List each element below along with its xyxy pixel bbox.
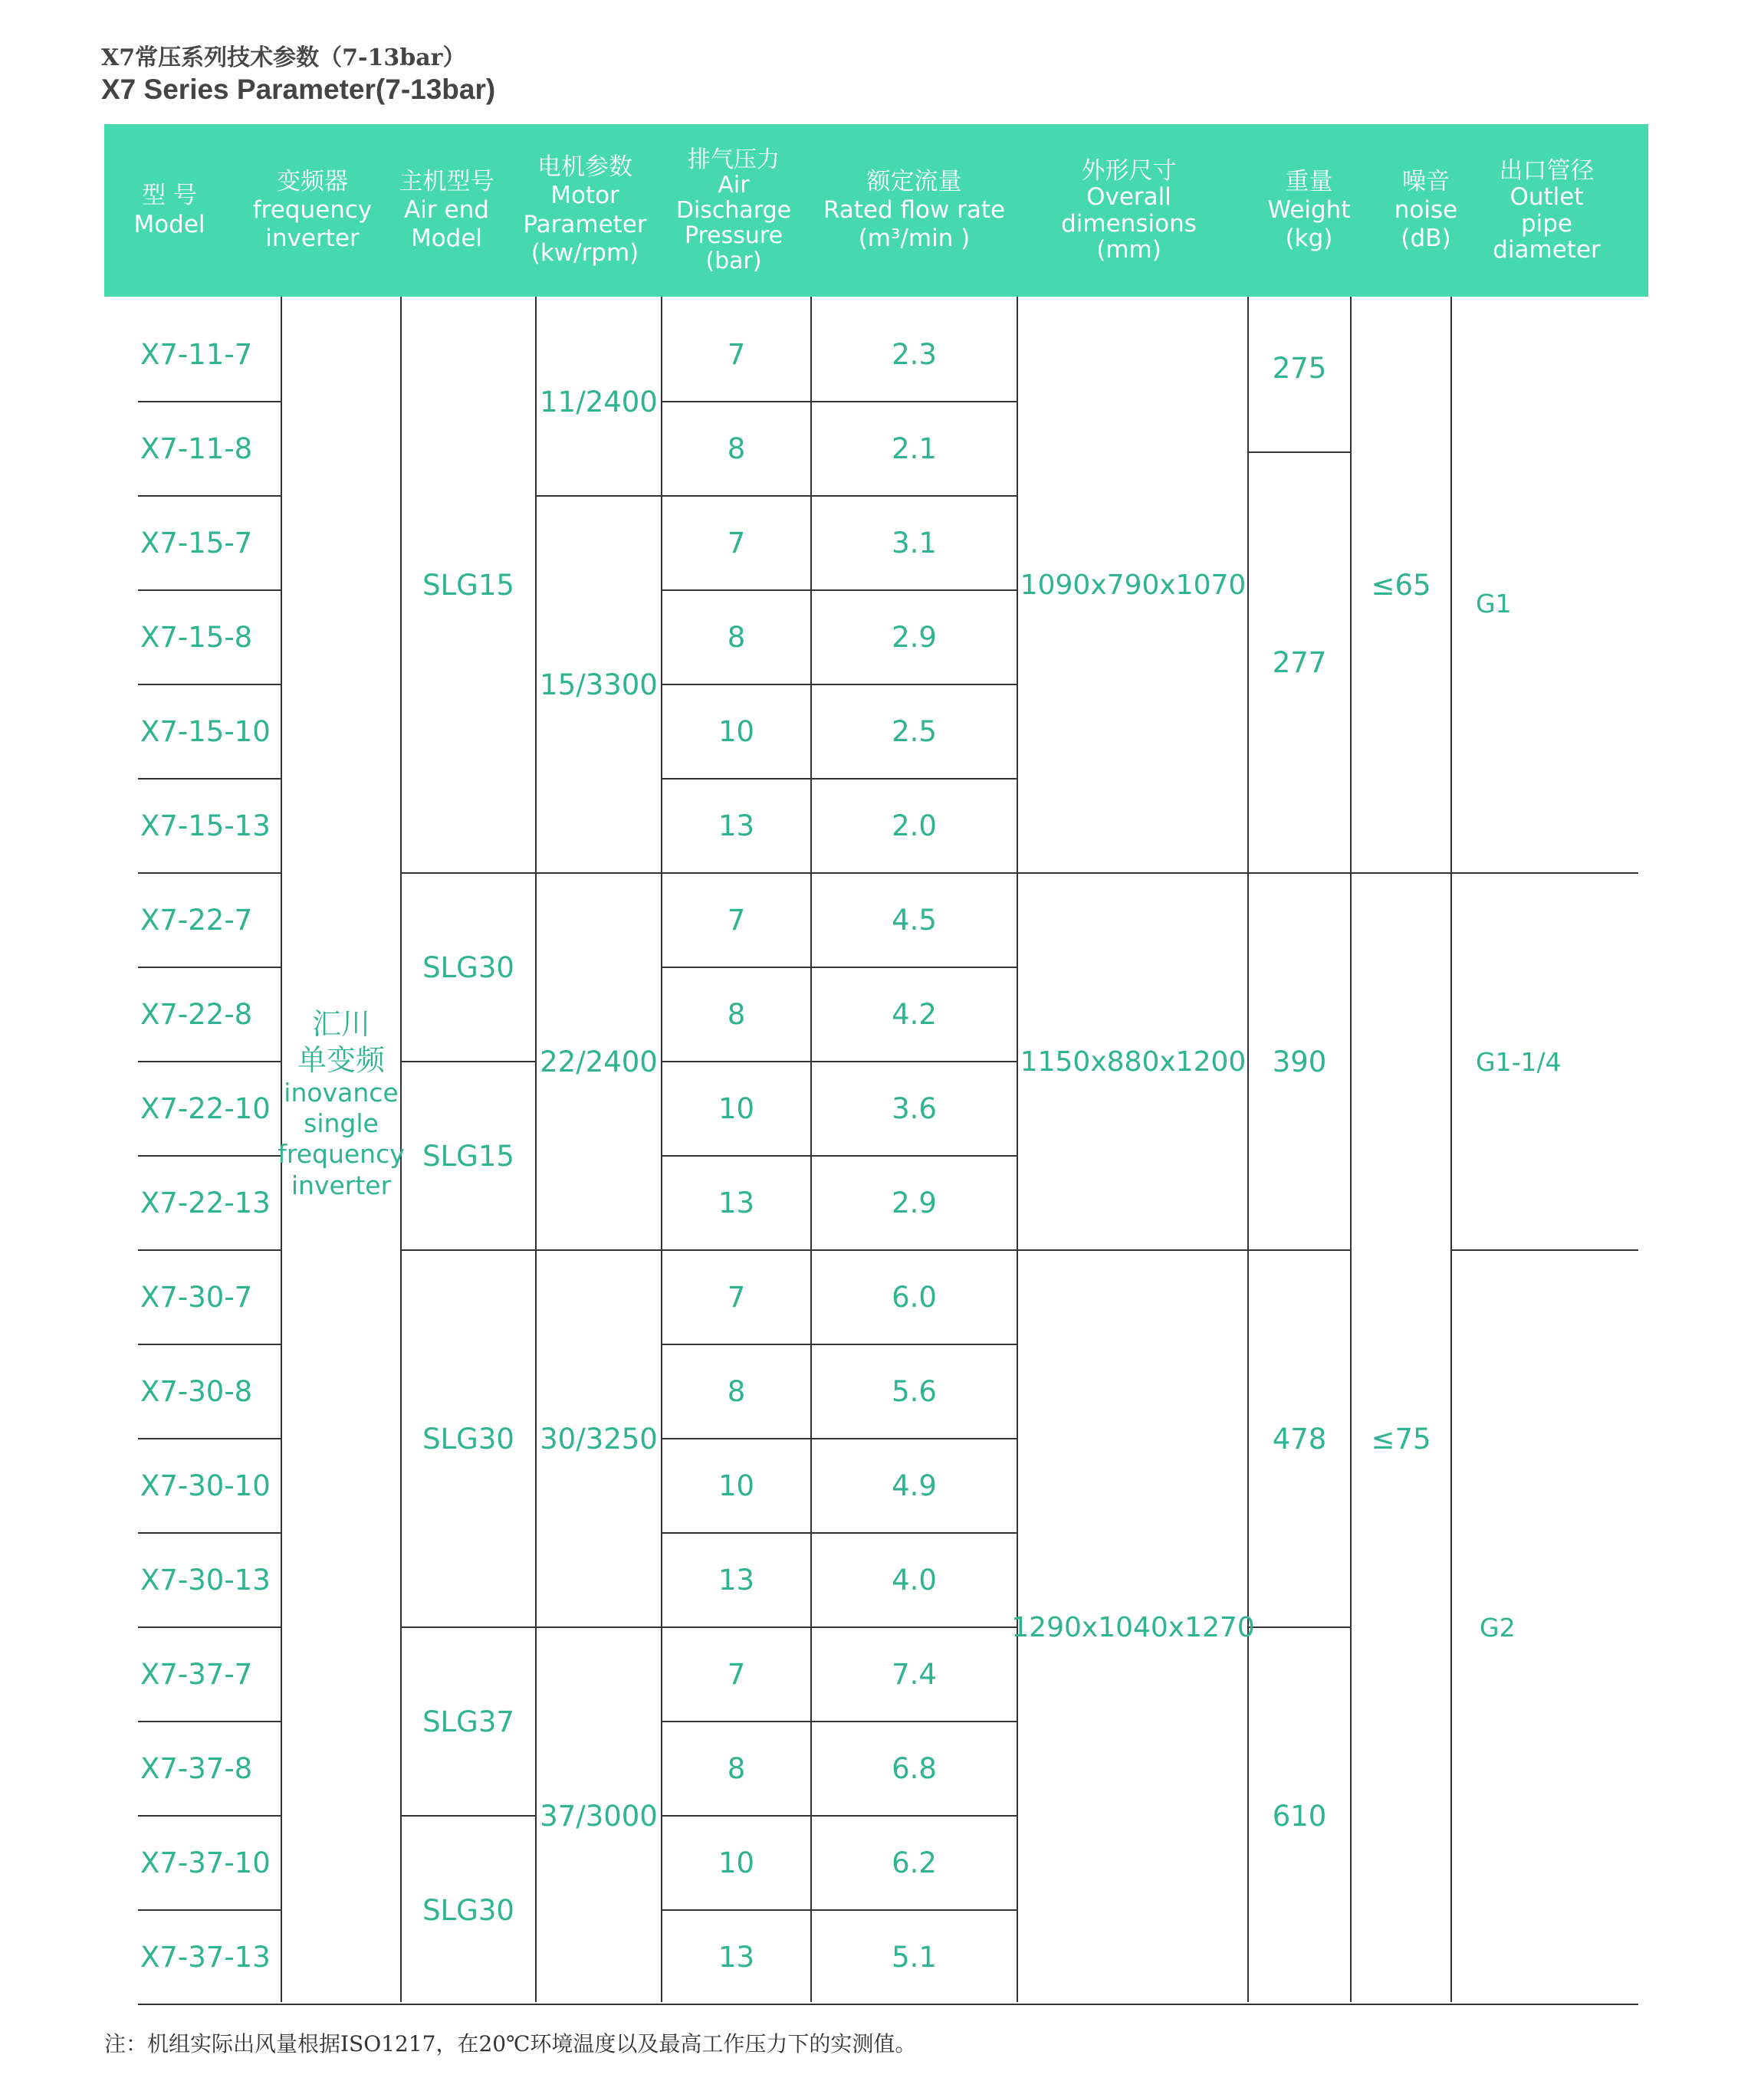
flow-cell: 3.1 — [892, 527, 937, 560]
pressure-cell: 10 — [718, 1092, 755, 1125]
noise-cell: ≤65 — [1371, 568, 1431, 602]
airend-cell: SLG15 — [422, 568, 514, 602]
flow-cell: 4.0 — [892, 1564, 937, 1597]
flow-cell: 6.0 — [892, 1281, 937, 1314]
dims-cell: 1090x790x1070 — [1020, 569, 1247, 601]
header-model: 型 号 Model — [133, 182, 205, 238]
header-motor: 电机参数 Motor Parameter (kw/rpm) — [523, 153, 647, 267]
flow-cell: 2.9 — [892, 621, 937, 654]
pressure-cell: 8 — [727, 998, 746, 1031]
inverter-value: 汇川 单变频 inovance single frequency inverter — [278, 1007, 405, 1200]
model-cell: X7-15-13 — [140, 809, 271, 842]
model-cell: X7-30-8 — [140, 1375, 253, 1408]
model-cell: X7-22-7 — [140, 904, 253, 937]
pressure-cell: 10 — [718, 715, 755, 748]
page-title-en: X7 Series Parameter(7-13bar) — [101, 74, 496, 105]
flow-cell: 7.4 — [892, 1658, 937, 1691]
header-weight: 重量 Weight (kg) — [1267, 167, 1351, 253]
flow-cell: 2.9 — [892, 1187, 937, 1219]
outlet-cell: G2 — [1480, 1612, 1516, 1643]
pressure-cell: 13 — [718, 1941, 755, 1974]
weight-cell: 478 — [1272, 1422, 1327, 1456]
model-cell: X7-30-7 — [140, 1281, 253, 1314]
model-cell: X7-22-8 — [140, 998, 253, 1031]
pressure-cell: 8 — [727, 1375, 746, 1408]
outlet-cell: G1 — [1476, 588, 1512, 619]
model-cell: X7-37-13 — [140, 1941, 271, 1974]
weight-cell: 277 — [1272, 646, 1327, 679]
flow-cell: 2.5 — [892, 715, 937, 748]
airend-cell: SLG37 — [422, 1705, 514, 1738]
pressure-cell: 10 — [718, 1846, 755, 1879]
pressure-cell: 7 — [727, 527, 746, 560]
model-cell: X7-15-8 — [140, 621, 253, 654]
flow-cell: 5.6 — [892, 1375, 937, 1408]
motor-cell: 37/3000 — [540, 1799, 658, 1833]
weight-cell: 610 — [1272, 1799, 1327, 1833]
model-cell: X7-22-10 — [140, 1092, 271, 1125]
model-cell: X7-37-7 — [140, 1658, 253, 1691]
model-cell: X7-11-7 — [140, 338, 253, 371]
pressure-cell: 7 — [727, 904, 746, 937]
model-cell: X7-15-7 — [140, 527, 253, 560]
model-cell: X7-37-8 — [140, 1752, 253, 1785]
pressure-cell: 10 — [718, 1469, 755, 1502]
pressure-cell: 13 — [718, 809, 755, 842]
header-inverter: 变频器 frequency inverter — [252, 167, 373, 253]
airend-cell: SLG30 — [422, 950, 514, 984]
model-cell: X7-22-13 — [140, 1187, 271, 1219]
motor-cell: 15/3300 — [540, 668, 658, 701]
flow-cell: 2.3 — [892, 338, 937, 371]
weight-cell: 275 — [1272, 351, 1327, 385]
dims-cell: 1290x1040x1270 — [1011, 1611, 1255, 1643]
footnote: 注：机组实际出风量根据ISO1217，在20℃环境温度以及最高工作压力下的实测值。 — [104, 2031, 917, 2056]
flow-cell: 2.0 — [892, 809, 937, 842]
flow-cell: 4.5 — [892, 904, 937, 937]
flow-cell: 6.2 — [892, 1846, 937, 1879]
pressure-cell: 13 — [718, 1564, 755, 1597]
pressure-cell: 8 — [727, 432, 746, 465]
header-dims: 外形尺寸 Overall dimensions (mm) — [1061, 157, 1197, 264]
airend-cell: SLG30 — [422, 1422, 514, 1456]
page-title-cn: X7常压系列技术参数（7-13bar） — [101, 44, 466, 71]
model-cell: X7-15-10 — [140, 715, 271, 748]
pressure-cell: 7 — [727, 338, 746, 371]
model-cell: X7-30-13 — [140, 1564, 271, 1597]
flow-cell: 4.2 — [892, 998, 937, 1031]
motor-cell: 22/2400 — [540, 1045, 658, 1078]
weight-cell: 390 — [1272, 1045, 1327, 1078]
model-cell: X7-11-8 — [140, 432, 253, 465]
pressure-cell: 8 — [727, 1752, 746, 1785]
motor-cell: 11/2400 — [540, 385, 658, 418]
noise-cell: ≤75 — [1371, 1422, 1431, 1456]
flow-cell: 4.9 — [892, 1469, 937, 1502]
pressure-cell: 13 — [718, 1187, 755, 1219]
pressure-cell: 8 — [727, 621, 746, 654]
dims-cell: 1150x880x1200 — [1020, 1045, 1247, 1078]
flow-cell: 6.8 — [892, 1752, 937, 1785]
pressure-cell: 7 — [727, 1281, 746, 1314]
header-pressure: 排气压力 Air Discharge Pressure (bar) — [675, 146, 792, 274]
model-cell: X7-37-10 — [140, 1846, 271, 1879]
header-airend: 主机型号 Air end Model — [399, 167, 494, 253]
flow-cell: 5.1 — [892, 1941, 937, 1974]
outlet-cell: G1-1/4 — [1476, 1046, 1562, 1077]
pressure-cell: 7 — [727, 1658, 746, 1691]
header-outlet: 出口管径 Outlet pipe diameter — [1493, 157, 1601, 264]
header-flow: 额定流量 Rated flow rate (m³/min ) — [823, 167, 1006, 253]
flow-cell: 2.1 — [892, 432, 937, 465]
airend-cell: SLG15 — [422, 1139, 514, 1173]
flow-cell: 3.6 — [892, 1092, 937, 1125]
model-cell: X7-30-10 — [140, 1469, 271, 1502]
airend-cell: SLG30 — [422, 1893, 514, 1927]
motor-cell: 30/3250 — [540, 1422, 658, 1456]
header-noise: 噪音 noise (dB) — [1394, 167, 1458, 253]
